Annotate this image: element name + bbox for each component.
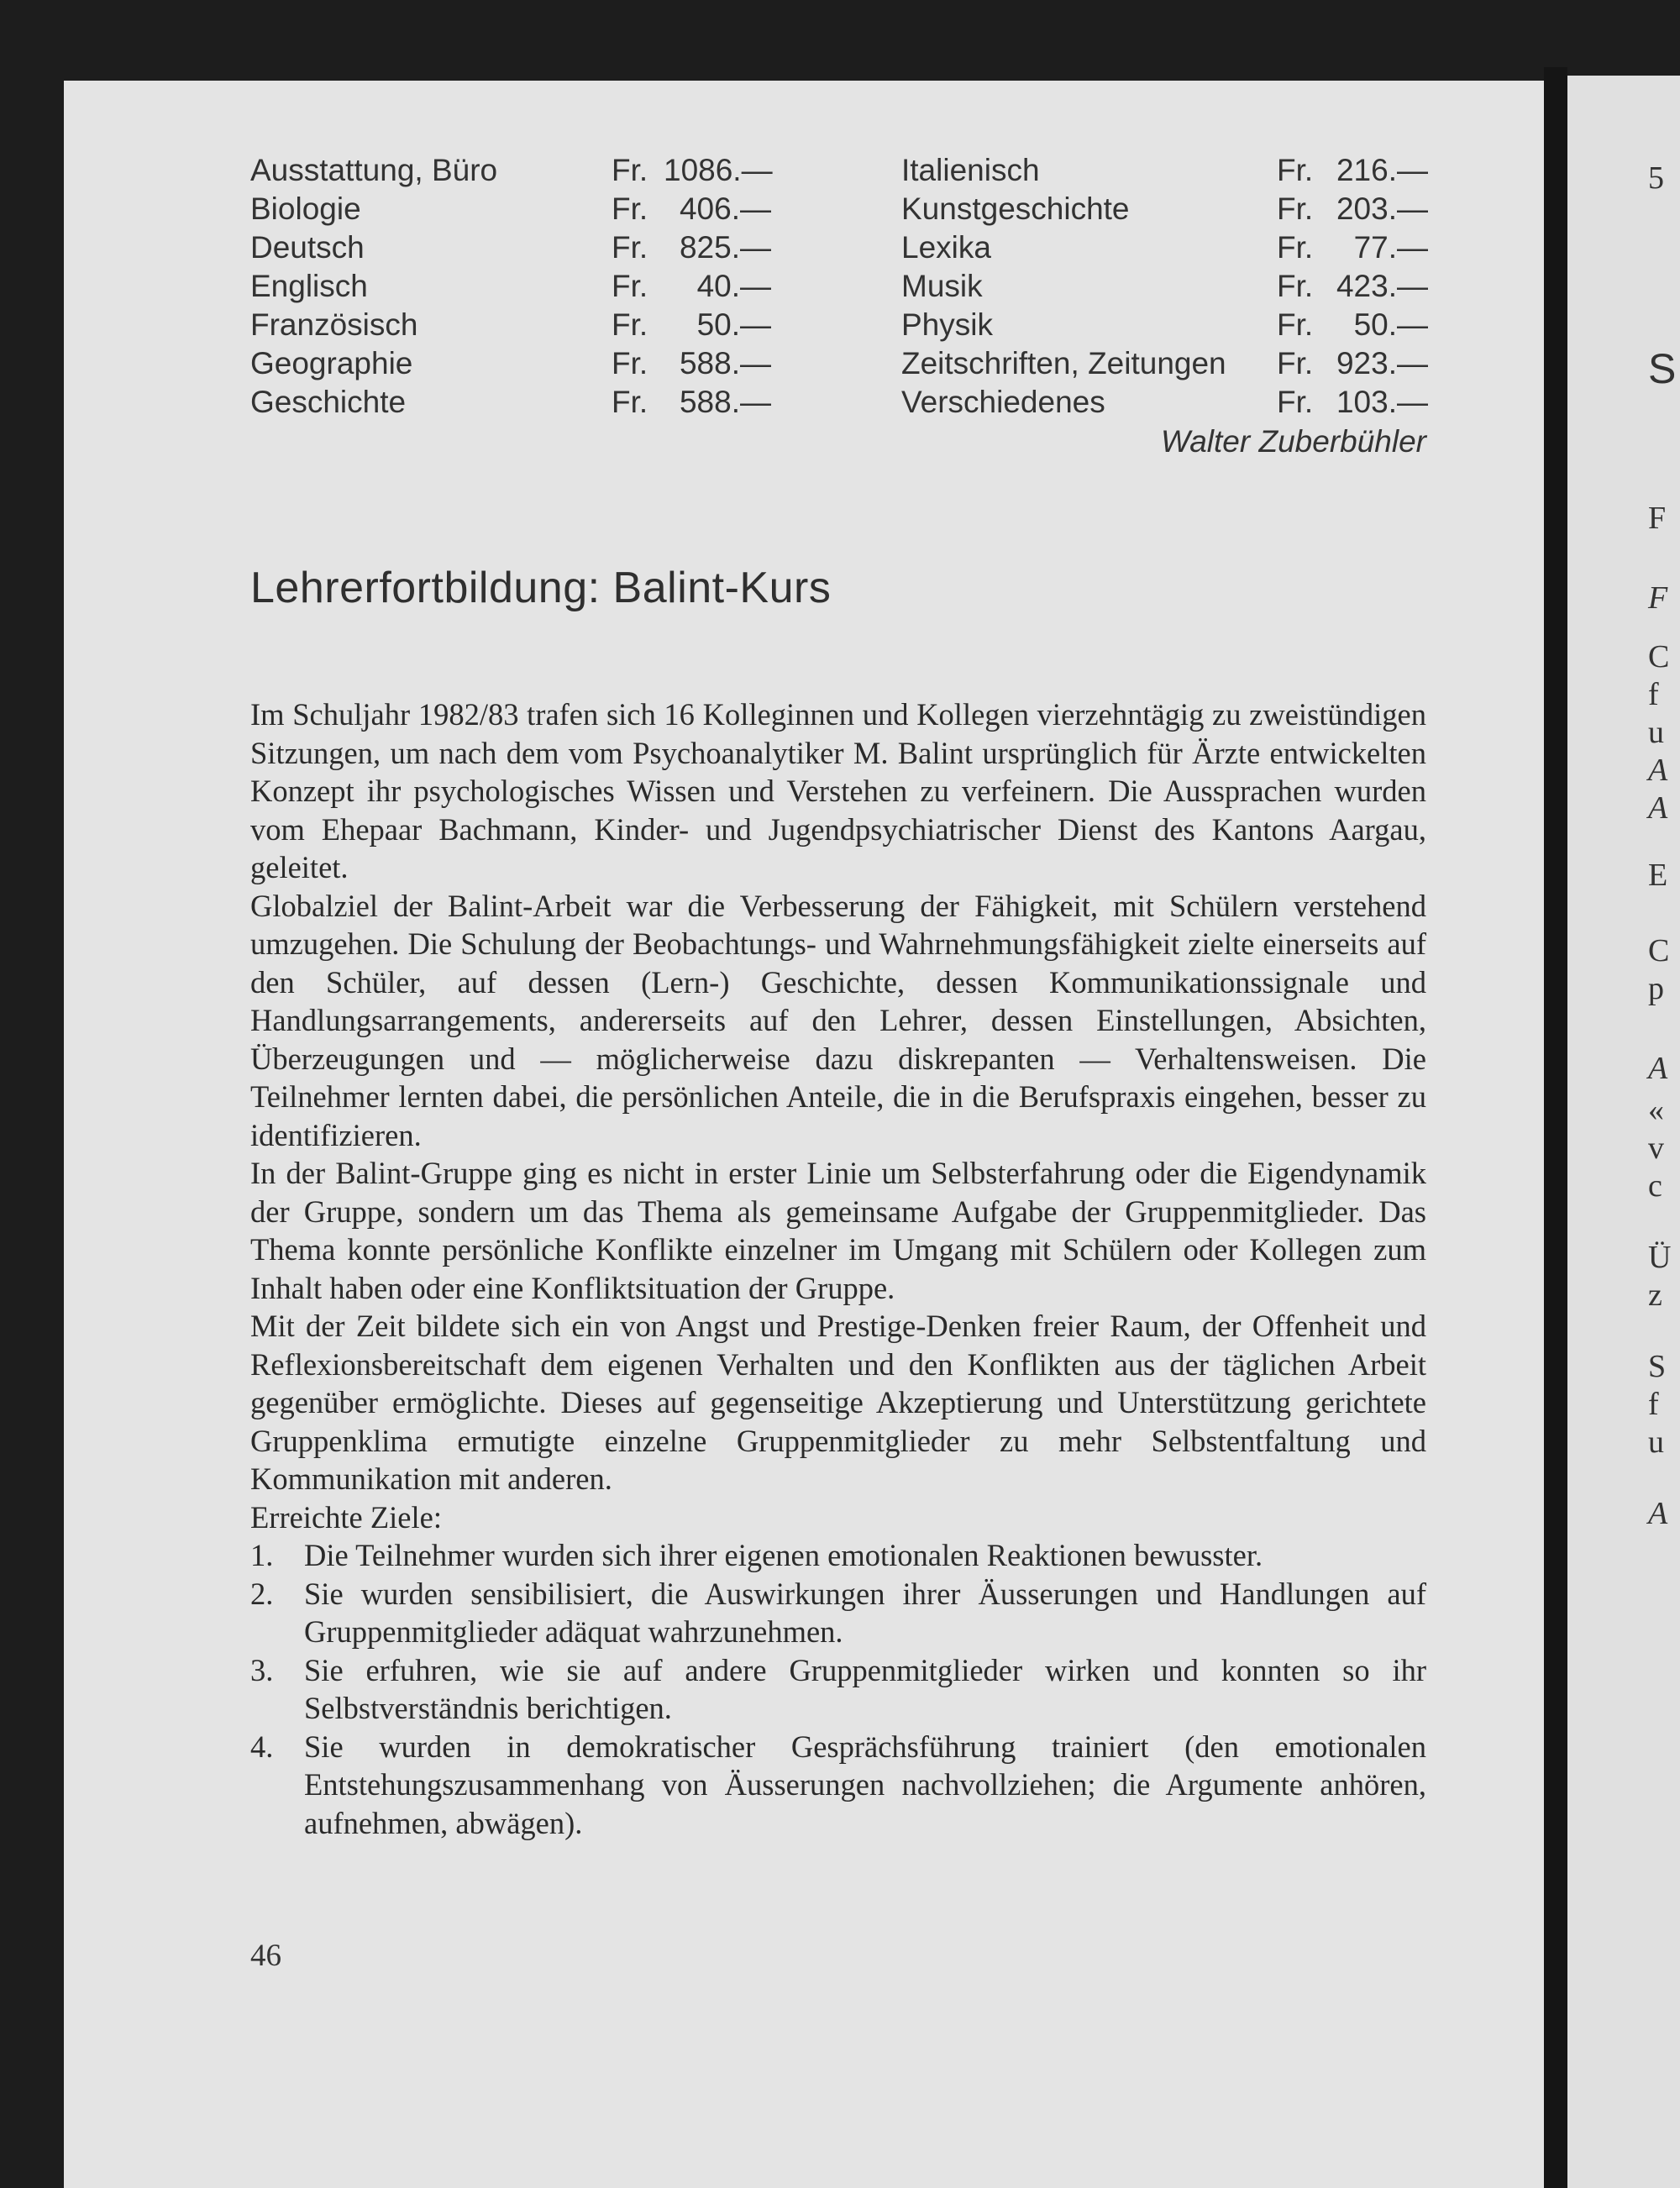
goal-number: 4. [250, 1729, 274, 1764]
amount-value: 588.— [679, 346, 771, 380]
paragraph: Mit der Zeit bildete sich ein von Angst und Prestige-Denken freier Raum, der Offenheit und Reflexionsbereitschaft dem eigenen Verhalten und den Konflikten aus der täglichen Arbeit gegenüber ermöglichte. Dieses auf gegenseitige Akzeptierung und Unterstützung gerichtete Gruppenklima ermutigte einzelne Gruppenmitglieder zu mehr Selbstentfaltung und Kommunikation mit anderen. [250, 1309, 1426, 1496]
page-number: 46 [250, 1939, 281, 1973]
currency-label: Fr. [1277, 230, 1314, 265]
budget-amount [1277, 151, 1428, 190]
budget-amount [612, 190, 780, 228]
goals-heading: Erreichte Ziele: [250, 1499, 442, 1535]
currency-label: Fr. [612, 153, 648, 187]
budget-category: Französisch [250, 307, 418, 342]
adjacent-page-fragment: A [1648, 753, 1668, 788]
goal-text: Sie wurden in demokratischer Gesprächsführung trainiert (den emotionalen Entstehungszusammenhang von Äusserungen nachvollziehen; die Argumente anhören, aufnehmen, abwägen). [304, 1729, 1426, 1840]
paragraph: Globalziel der Balint-Arbeit war die Verbesserung der Fähigkeit, mit Schülern verstehend umzugehen. Die Schulung der Beobachtungs- und Wahrnehmungsfähigkeit zielte einerseits auf den Schüler, auf dessen (Lern-) Geschichte, dessen Kommunikationssignale und Handlungsarrangements, andererseits auf den Lehrer, dessen Einstellungen, Absichten, Überzeugungen und — möglicherweise dazu diskrepanten — Verhaltensweisen. Die Teilnehmer lernten dabei, die persönlichen Anteile, die in die Berufspraxis eingehen, besser zu identifizieren. [250, 888, 1426, 1152]
budget-category: Geschichte [250, 385, 407, 419]
adjacent-page-fragment: A [1648, 1051, 1668, 1086]
budget-amount [612, 383, 780, 422]
adjacent-page-fragment: C [1648, 639, 1670, 674]
adjacent-page-edge [1567, 76, 1680, 2188]
amount-value: 406.— [679, 192, 771, 226]
currency-label: Fr. [1277, 153, 1314, 187]
amount-value: 825.— [679, 230, 771, 265]
currency-label: Fr. [612, 385, 648, 419]
budget-amount [1277, 306, 1428, 344]
adjacent-page-fragment: f [1648, 677, 1659, 712]
amount-value: 77.— [1353, 230, 1428, 265]
currency-label: Fr. [612, 346, 648, 380]
paragraph: In der Balint-Gruppe ging es nicht in erster Linie um Selbsterfahrung oder die Eigendynamik der Gruppe, sondern um das Thema als gemeinsame Aufgabe der Gruppenmitglieder. Das Thema konnte persönliche Konflikte einzelner im Umgang mit Schülern oder Kollegen zum Inhalt haben oder eine Konfliktsituation der Gruppe. [250, 1156, 1426, 1305]
book-gutter [1544, 67, 1567, 2188]
adjacent-page-fragment: A [1648, 790, 1668, 826]
budget-amount [612, 306, 780, 344]
goal-number: 2. [250, 1576, 274, 1611]
amount-value: 40.— [696, 269, 771, 303]
amount-value: 1086.— [664, 153, 773, 187]
adjacent-page-fragment: Ü [1648, 1240, 1672, 1275]
goal-text: Die Teilnehmer wurden sich ihrer eigenen emotionalen Reaktionen bewusster. [304, 1538, 1263, 1572]
goal-number: 1. [250, 1538, 274, 1572]
goal-item [250, 1651, 1426, 1728]
adjacent-page-fragment: S [1648, 1349, 1667, 1384]
budget-category: Lexika [901, 230, 991, 265]
budget-category: Kunstgeschichte [901, 192, 1130, 226]
budget-category: Physik [901, 307, 993, 342]
amount-value: 923.— [1336, 346, 1428, 380]
amount-value: 203.— [1336, 192, 1428, 226]
adjacent-page-fragment: f [1648, 1387, 1659, 1422]
article-body [250, 695, 1426, 1842]
amount-value: 50.— [696, 307, 771, 342]
budget-category: Biologie [250, 192, 361, 226]
budget-category: Zeitschriften, Zeitungen [901, 346, 1226, 380]
adjacent-page-fragment: A [1648, 1496, 1668, 1531]
currency-label: Fr. [1277, 192, 1314, 226]
goal-item [250, 1728, 1426, 1843]
budget-amount [612, 267, 780, 306]
budget-amount [1277, 228, 1428, 267]
adjacent-page-fragment: v [1648, 1131, 1664, 1166]
currency-label: Fr. [1277, 269, 1314, 303]
adjacent-page-fragment: F [1648, 580, 1668, 616]
adjacent-page-fragment: c [1648, 1168, 1662, 1204]
budget-amount [1277, 344, 1428, 383]
budget-amount [612, 228, 780, 267]
currency-label: Fr. [1277, 307, 1314, 342]
goal-item [250, 1536, 1426, 1575]
amount-value: 216.— [1336, 153, 1428, 187]
budget-amount [1277, 267, 1428, 306]
budget-amount [1277, 190, 1428, 228]
amount-value: 423.— [1336, 269, 1428, 303]
adjacent-page-fragment: u [1648, 1425, 1664, 1460]
amount-value: 103.— [1336, 385, 1428, 419]
budget-category: Ausstattung, Büro [250, 153, 498, 187]
adjacent-page-fragment: S [1648, 345, 1677, 392]
currency-label: Fr. [1277, 346, 1314, 380]
budget-category: Italienisch [901, 153, 1040, 187]
budget-amount [1277, 383, 1428, 422]
budget-category: Deutsch [250, 230, 365, 265]
goal-number: 3. [250, 1652, 274, 1687]
article-title: Lehrerfortbildung: Balint-Kurs [250, 564, 832, 612]
paragraph: Im Schuljahr 1982/83 trafen sich 16 Kolleginnen und Kollegen vierzehntägig zu zweistündigen Sitzungen, um nach dem vom Psychoanalytiker M. Balint ursprünglich für Ärzte entwickelten Konzept ihr psychologisches Wissen und Verstehen zu verfeinern. Die Aussprachen wurden vom Ehepaar Bachmann, Kinder- und Jugendpsychiatrischer Dienst des Kantons Aargau, geleitet. [250, 697, 1426, 884]
amount-value: 588.— [679, 385, 771, 419]
goal-item [250, 1575, 1426, 1651]
budget-category: Geographie [250, 346, 413, 380]
budget-category: Verschiedenes [901, 385, 1105, 419]
adjacent-page-fragment: 5 [1648, 160, 1664, 196]
budget-category: Englisch [250, 269, 368, 303]
budget-amount [612, 344, 780, 383]
adjacent-page-fragment: « [1648, 1093, 1664, 1128]
goal-text: Sie erfuhren, wie sie auf andere Gruppenmitglieder wirken und konnten so ihr Selbstverständnis berichtigen. [304, 1652, 1426, 1725]
author-signature: Walter Zuberbühler [1160, 424, 1426, 459]
currency-label: Fr. [1277, 385, 1314, 419]
adjacent-page-fragment: u [1648, 715, 1664, 750]
adjacent-page-fragment: F [1648, 501, 1667, 536]
currency-label: Fr. [612, 230, 648, 265]
amount-value: 50.— [1353, 307, 1428, 342]
adjacent-page-fragment: z [1648, 1278, 1662, 1313]
budget-category: Musik [901, 269, 983, 303]
budget-amount [612, 151, 780, 190]
currency-label: Fr. [612, 307, 648, 342]
goals-list [250, 1536, 1426, 1842]
currency-label: Fr. [612, 192, 648, 226]
currency-label: Fr. [612, 269, 648, 303]
adjacent-page-fragment: p [1648, 971, 1664, 1006]
adjacent-page-fragment: E [1648, 858, 1668, 893]
goal-text: Sie wurden sensibilisiert, die Auswirkungen ihrer Äusserungen und Handlungen auf Gruppenmitglieder adäquat wahrzunehmen. [304, 1576, 1426, 1649]
adjacent-page-fragment: C [1648, 933, 1670, 968]
